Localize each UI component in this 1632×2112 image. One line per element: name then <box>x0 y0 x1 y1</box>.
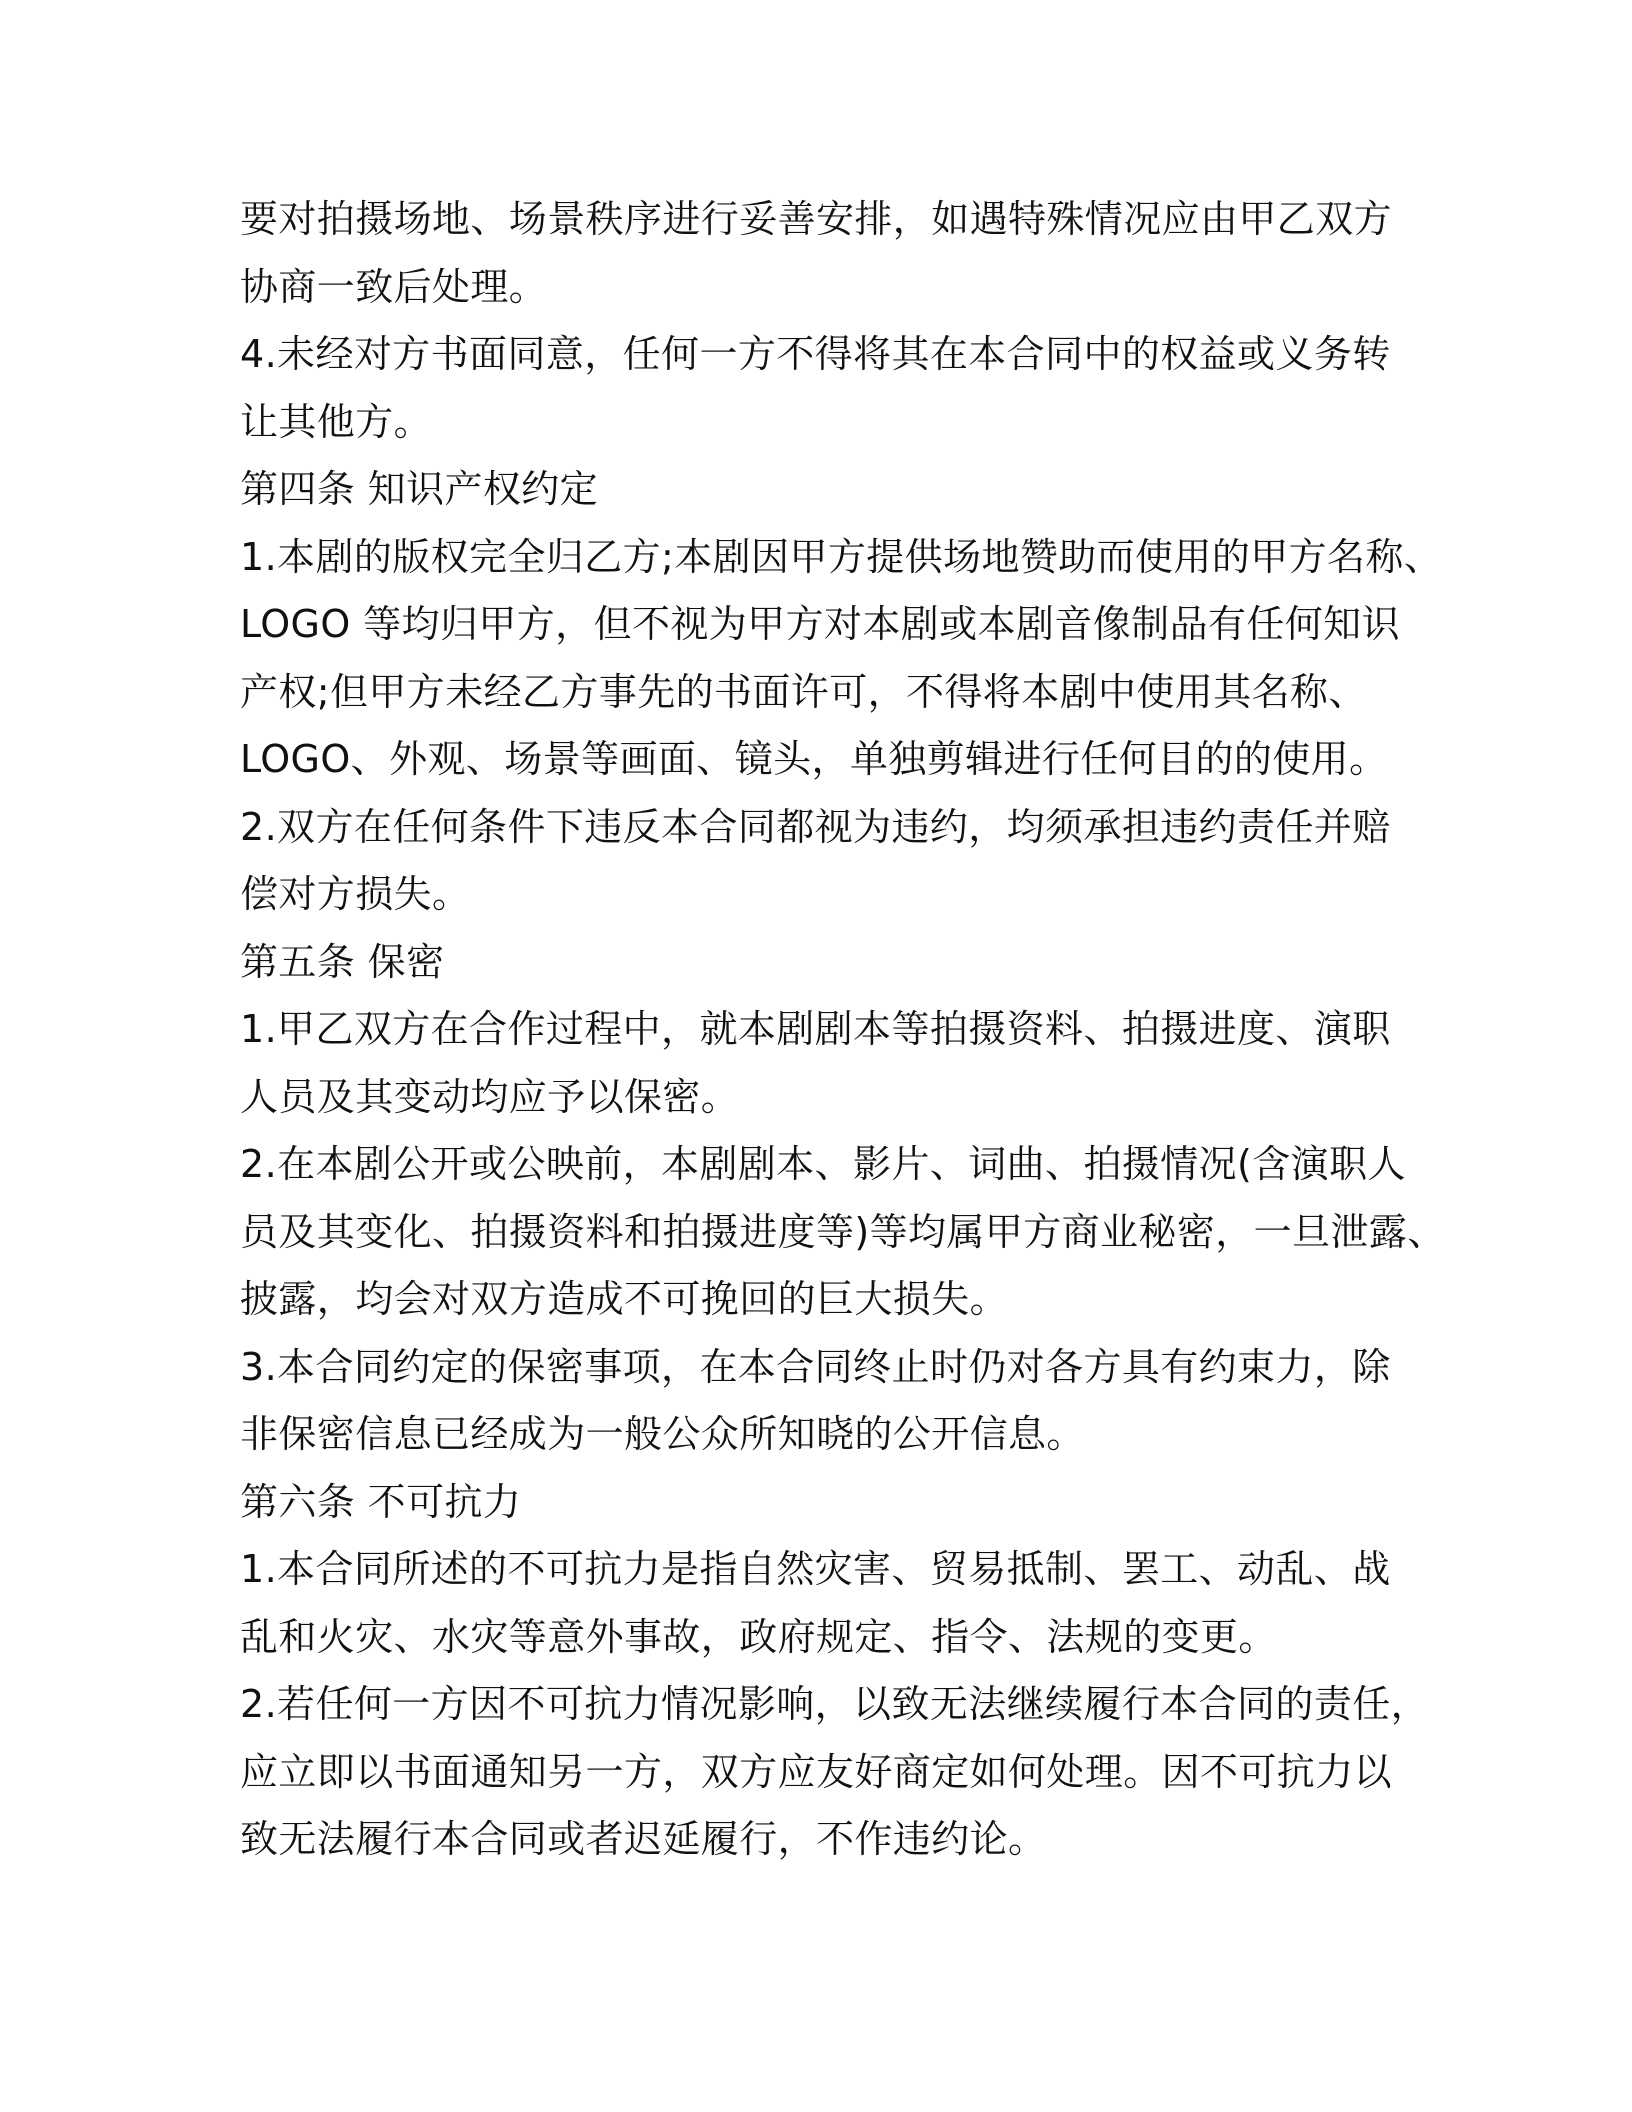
clause-item-line: 2.在本剧公开或公映前，本剧剧本、影片、词曲、拍摄情况(含演职人 <box>240 1142 1406 1186</box>
section-heading: 第六条 不可抗力 <box>240 1479 522 1524</box>
text-line: 人员及其变动均应予以保密。 <box>240 1074 740 1119</box>
section-heading: 第四条 知识产权约定 <box>240 467 599 511</box>
clause-item-line: 3.本合同约定的保密事项，在本合同终止时仍对各方具有约束力，除 <box>240 1344 1391 1389</box>
text-line: 员及其变化、拍摄资料和拍摄进度等)等均属甲方商业秘密，一旦泄露、 <box>240 1209 1446 1254</box>
text-line: 协商一致后处理。 <box>240 264 548 309</box>
section-heading: 第五条 保密 <box>240 939 445 984</box>
text-line: 让其他方。 <box>240 399 433 444</box>
text-line: 应立即以书面通知另一方，双方应友好商定如何处理。因不可抗力以 <box>240 1749 1393 1794</box>
text-line: 披露，均会对双方造成不可挽回的巨大损失。 <box>240 1277 1009 1321</box>
clause-item-line: 2.若任何一方因不可抗力情况影响，以致无法继续履行本合同的责任， <box>240 1682 1430 1726</box>
text-line: 偿对方损失。 <box>240 872 471 916</box>
text-line: 致无法履行本合同或者迟延履行，不作违约论。 <box>240 1817 1047 1861</box>
text-line: 要对拍摄场地、场景秩序进行妥善安排，如遇特殊情况应由甲乙双方 <box>240 197 1393 241</box>
text-line: 产权;但甲方未经乙方事先的书面许可，不得将本剧中使用其名称、 <box>240 669 1367 714</box>
text-line: 乱和火灾、水灾等意外事故，政府规定、指令、法规的变更。 <box>240 1614 1277 1659</box>
text-line: LOGO 等均归甲方，但不视为甲方对本剧或本剧音像制品有任何知识 <box>240 602 1400 646</box>
clause-item-line: 1.本合同所述的不可抗力是指自然灾害、贸易抵制、罢工、动乱、战 <box>240 1547 1391 1591</box>
text-line: LOGO、外观、场景等画面、镜头，单独剪辑进行任何目的的使用。 <box>240 737 1388 781</box>
text-line: 非保密信息已经成为一般公众所知晓的公开信息。 <box>240 1412 1085 1456</box>
clause-item-line: 2.双方在任何条件下违反本合同都视为违约，均须承担违约责任并赔 <box>240 804 1391 849</box>
contract-text-body <box>240 186 1446 1874</box>
clause-item-line: 1.本剧的版权完全归乙方;本剧因甲方提供场地赞助而使用的甲方名称、 <box>240 534 1443 579</box>
clause-item-line: 4.未经对方书面同意，任何一方不得将其在本合同中的权益或义务转 <box>240 332 1391 376</box>
clause-item-line: 1.甲乙双方在合作过程中，就本剧剧本等拍摄资料、拍摄进度、演职 <box>240 1007 1391 1051</box>
